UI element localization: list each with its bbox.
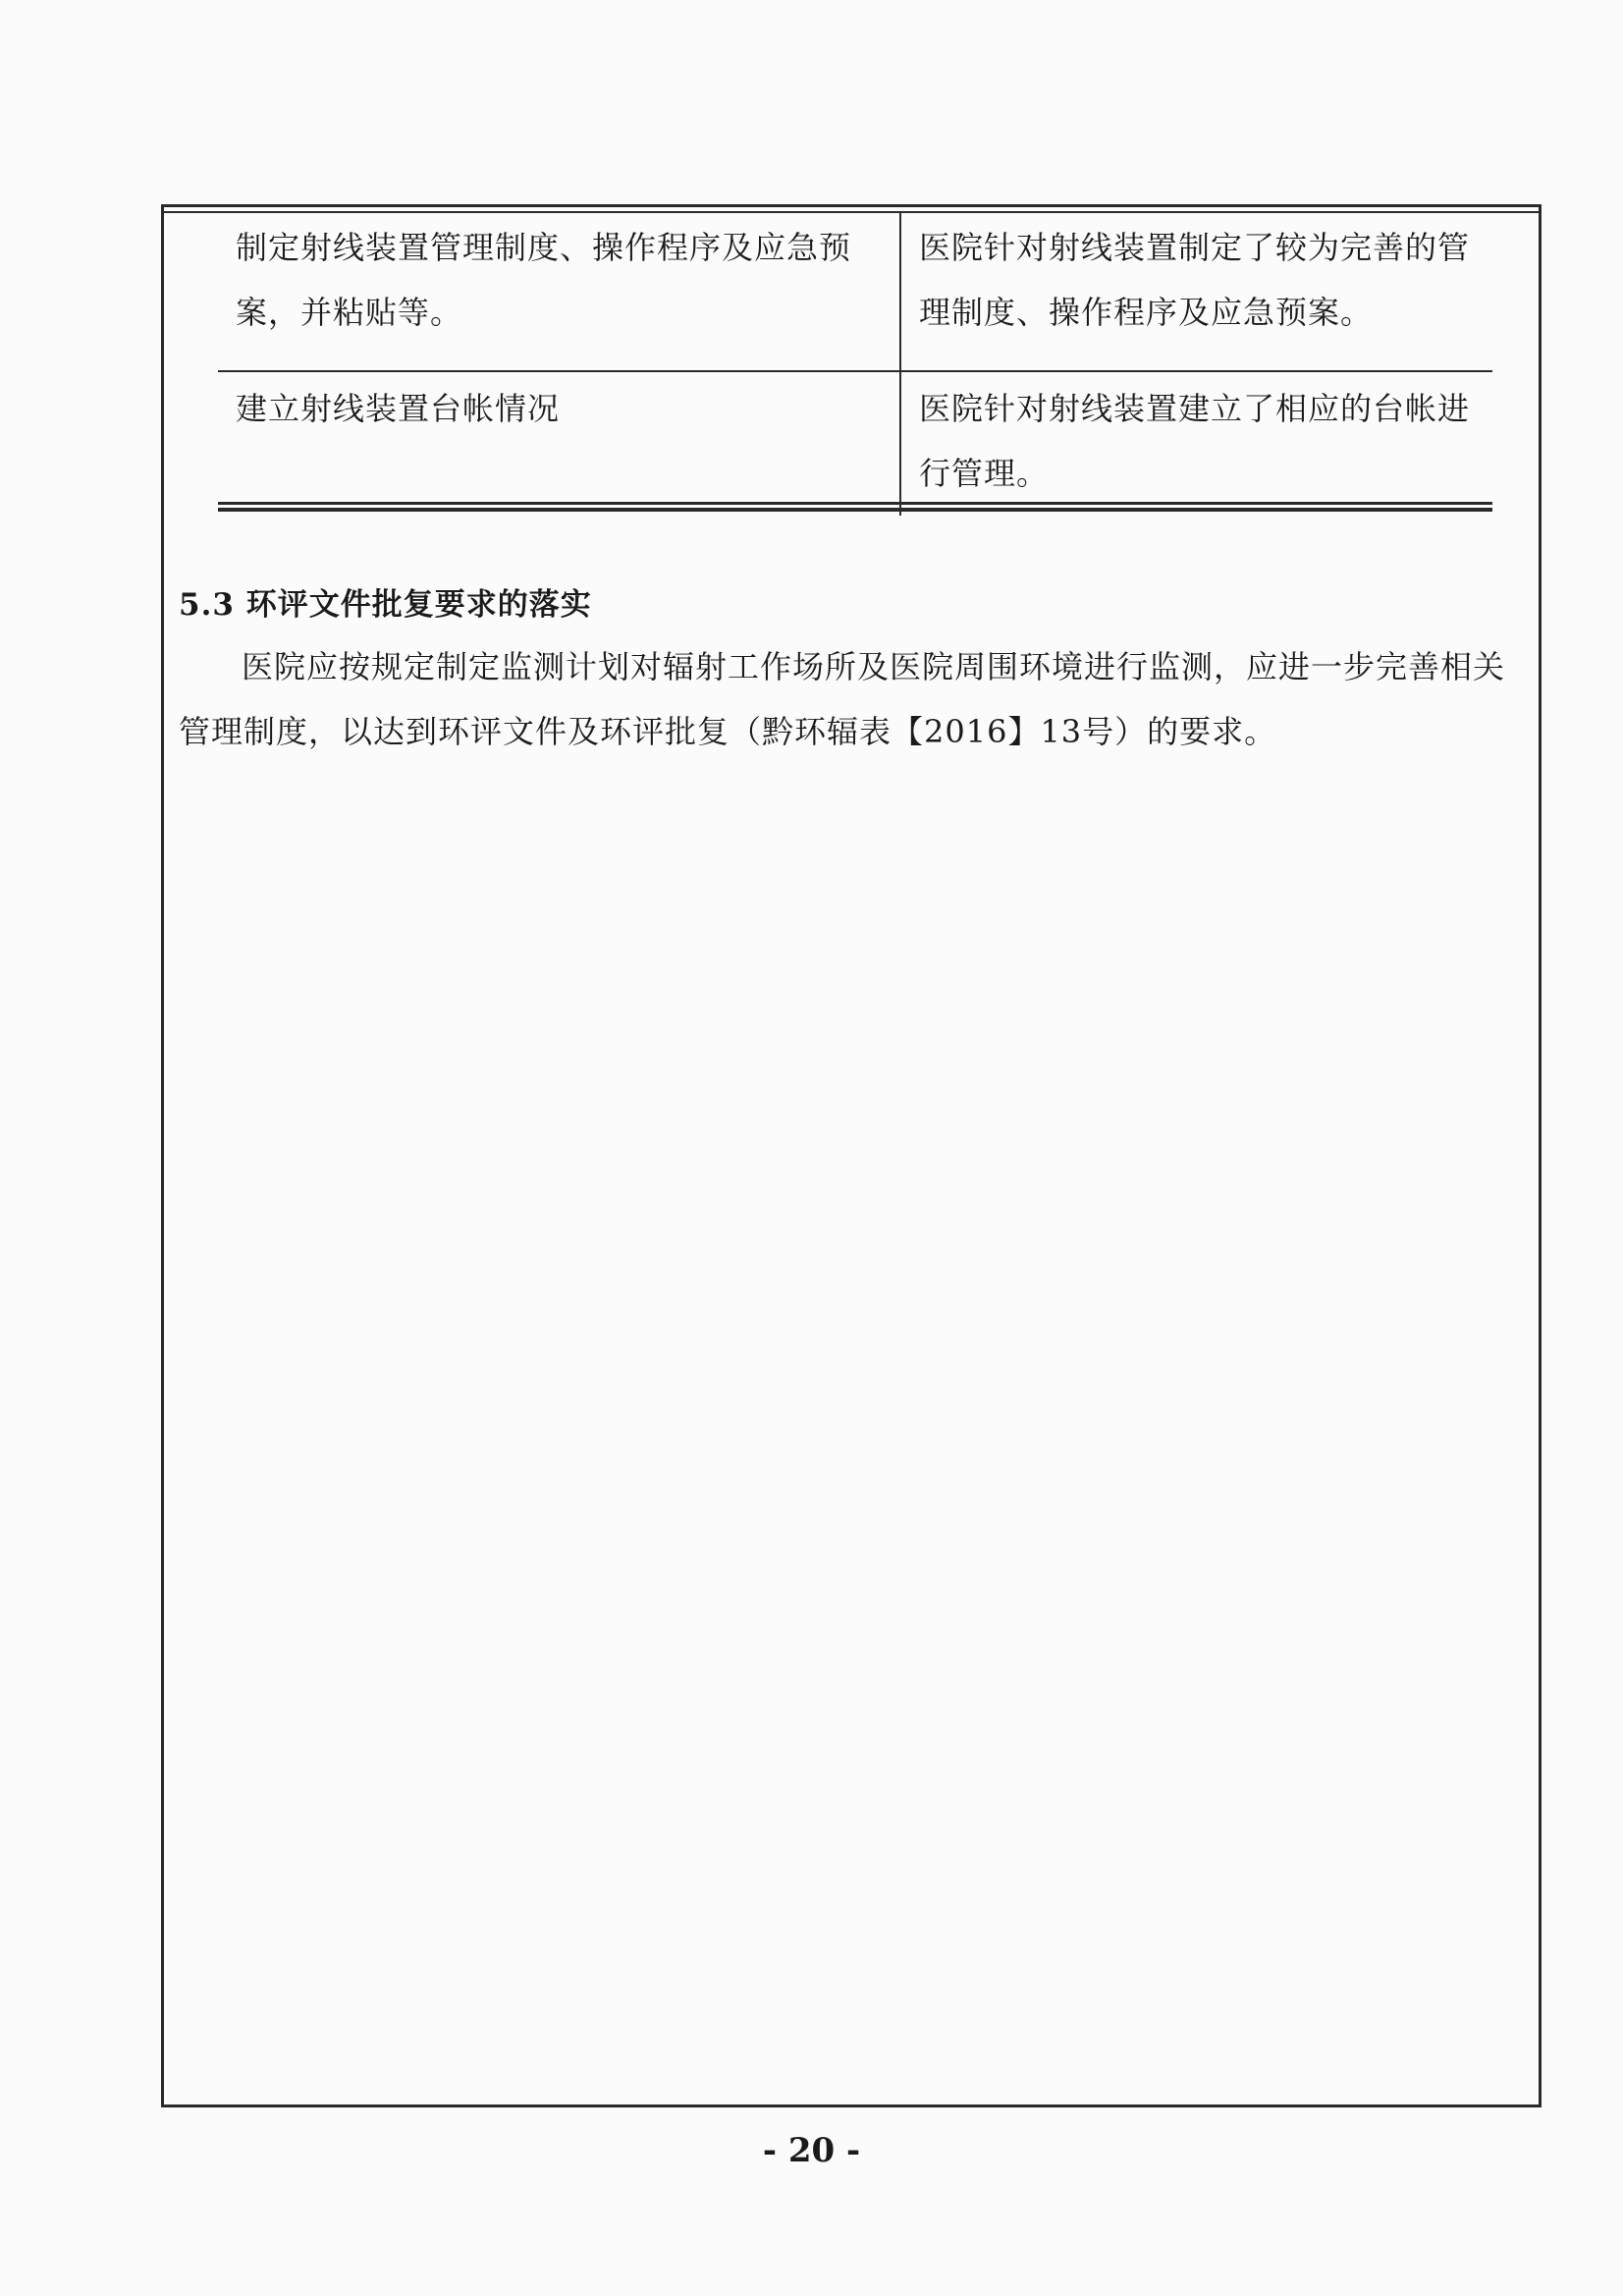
table-row [218,371,1492,516]
table-row [218,211,1492,371]
requirement-cell: 建立射线装置台帐情况 [218,371,900,516]
requirements-table [218,211,1492,516]
page-number: - 20 - [762,2131,861,2170]
table-bottom-border [218,502,1492,512]
section-body: 医院应按规定制定监测计划对辐射工作场所及医院周围环境进行监测，应进一步完善相关管理制度，以达到环评文件及环评批复（黔环辐表【2016】13号）的要求。 [179,648,1506,750]
section-title: 5.3 环评文件批复要求的落实 [179,587,592,623]
status-cell: 医院针对射线装置制定了较为完善的管理制度、操作程序及应急预案。 [900,211,1492,371]
status-cell: 医院针对射线装置建立了相应的台帐进行管理。 [919,390,1471,492]
requirement-cell: 制定射线装置管理制度、操作程序及应急预案，并粘贴等。 [218,211,900,371]
